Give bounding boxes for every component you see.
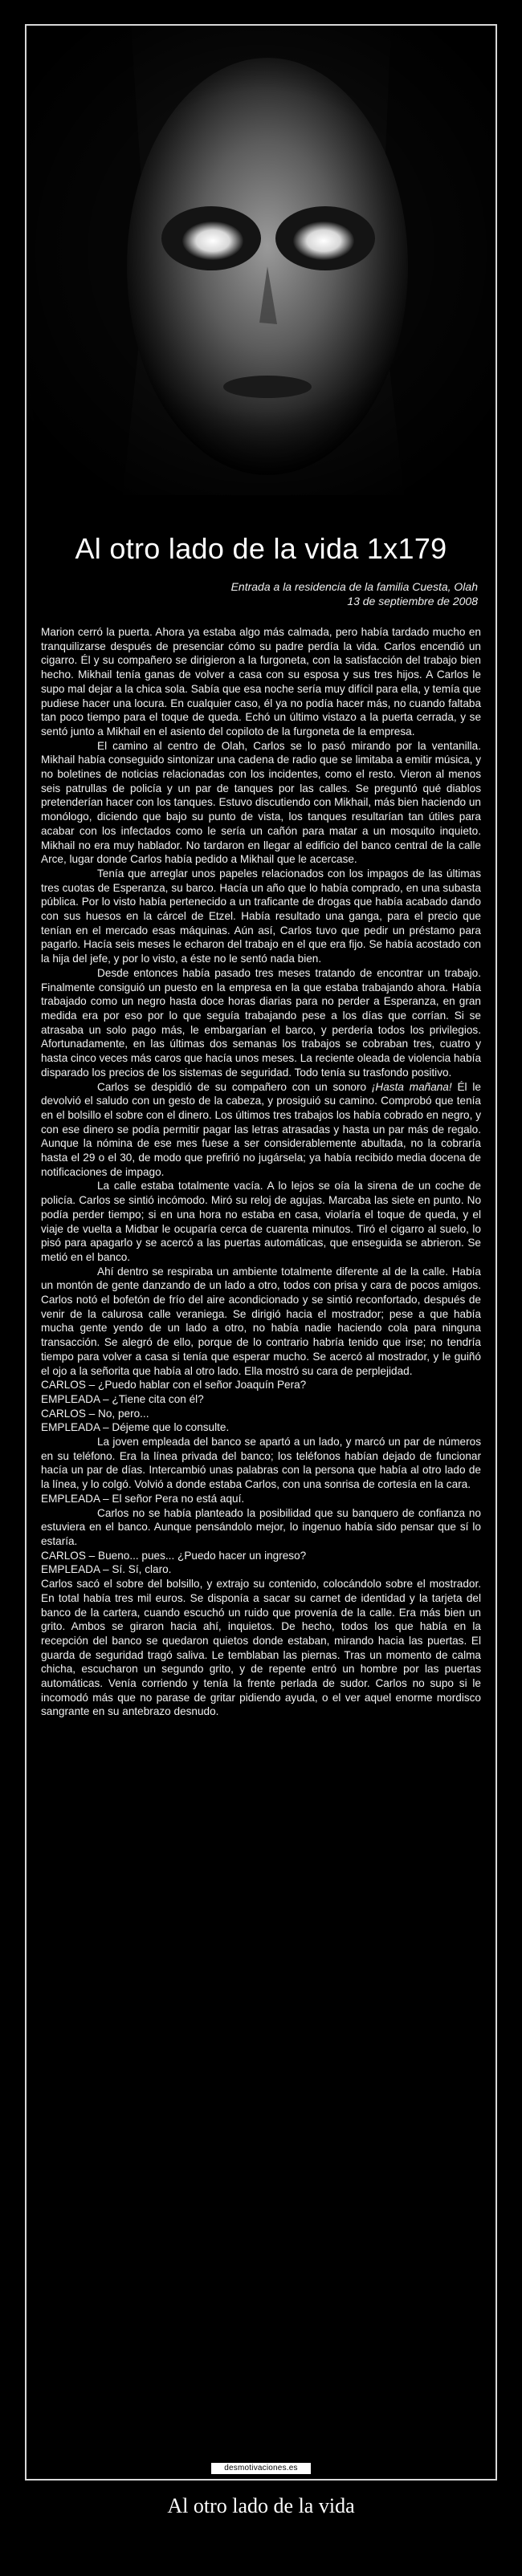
story-paragraph: Carlos no se había planteado la posibilidad que su banquero de confianza no estuviera en el banco. Aunque pensándolo mejor, lo ingenuo había sido pensar que sí lo estaría.: [41, 1506, 481, 1547]
story-paragraph: Desde entonces había pasado tres meses tratando de encontrar un trabajo. Finalmente consiguió un puesto en la empresa en la que estaba trabajando ahora. Había trabajado como un negro hasta doce horas diarias para no perder a Esperanza, en gran medida era por eso por lo que seguía trabajando pese a los días que corrían. Si se atrasaba un solo pago más, le embargarían el barco, y perdería todos los privilegios. Afortunadamente, en las últimas dos semanas los trabajos se cobraban tres, cuatro y hasta cinco veces más caros que hacía unos meses. La reciente oleada de violencia había disparado los precios de los sistemas de seguridad. Todo tenía su trasfondo positivo.: [41, 966, 481, 1079]
story-paragraph: EMPLEADA – ¿Tiene cita con él?: [41, 1392, 204, 1405]
ghost-photo: [27, 26, 495, 495]
story-paragraph: Tenía que arreglar unos papeles relacionados con los impagos de las últimas tres cuotas de Esperanza, su barco. Hacía un año que lo había comprado, en una subasta pública. Por lo visto había pertenecido a un traficante de drogas que había acabado dando con sus huesos en la cárcel de Etzel. Había resultado una ganga, para el precio que tenían en el mercado esas máquinas. Aún así, Carlos tuvo que pedir un préstamo para pagarlo. Hacía seis meses le echaron del trabajo en el que era fijo. Se había acostado con la hija del jefe, y por lo visto, a éste no le sentó nada bien.: [41, 867, 481, 965]
story-text-segment: Carlos se despidió de su compañero con un sonoro: [97, 1080, 372, 1093]
story-paragraph: La joven empleada del banco se apartó a un lado, y marcó un par de números en su teléfono. Era la línea privada del banco; los teléfonos habían dejado de funcionar hacía un par de días. Intercambió unas palabras con la persona que había al otro lado de la línea, y lo colgó. Volvió a donde estaba Carlos, con una sonrisa de cortesía en la cara.: [41, 1436, 481, 1491]
story-paragraph: [41, 1080, 481, 1180]
story-paragraph: Ahí dentro se respiraba un ambiente totalmente diferente al de la calle. Había un montón de gente danzando de un lado a otro, todos con prisa y cara de pocos amigos. Carlos notó el bofetón de frío del aire acondicionado y se sintió reconfortado, después de venir de la calurosa calle veraniega. Se dirigió hacia el mostrador; pese a que había mucha gente yendo de un lado a otro, no había nadie haciendo cola para ninguna transacción. Se alegró de ello, porque de lo contrario habría tenido que irse; no tendría tiempo para volver a casa si tenía que esperar mucho. Se acercó al mostrador, y le guiñó el ojo a la señorita que había al otro lado. Ella mostró su cara de perplejidad.: [41, 1265, 481, 1377]
story-paragraph: EMPLEADA – Déjeme que lo consulte.: [41, 1421, 230, 1434]
post-title: Al otro lado de la vida 1x179: [75, 532, 447, 565]
subtitle-location: Entrada a la residencia de la familia Cuesta, Olah: [230, 580, 478, 593]
story-paragraph: La calle estaba totalmente vacía. A lo lejos se oía la sirena de un coche de policía. Carlos se sintió incómodo. Miró su reloj de agujas. Marcaba las siete en punto. No podía perder tiempo; si en una hora no estaba en casa, violaría el toque de queda, y el viaje de vuelta a Midbar le ocuparía cerca de cuarenta minutos. Tiró el cigarro al suelo, lo pisó para apagarlo y se acercó a las puertas automáticas, que enseguida se abrieron. Se metió en el banco.: [41, 1180, 481, 1263]
story-text: [41, 625, 481, 1719]
story-paragraph: CARLOS – ¿Puedo hablar con el señor Joaquín Pera?: [41, 1379, 307, 1392]
story-paragraph: CARLOS – No, pero...: [41, 1407, 149, 1420]
subtitle-date: 13 de septiembre de 2008: [347, 595, 478, 607]
ghost-face-image: [27, 26, 495, 495]
story-paragraph: CARLOS – Bueno... pues... ¿Puedo hacer un ingreso?: [41, 1549, 307, 1562]
story-paragraph: El camino al centro de Olah, Carlos se lo pasó mirando por la ventanilla. Mikhail había conseguido sintonizar una cadena de radio que se limitaba a emitir música, y no boletines de noticias relacionadas con los incidentes, como el resto. Vieron al menos seis patrullas de policía y un par de tanques por las calles. Se preguntó qué diablos pretenderían hacer con los tanques. Estuvo discutiendo con Mikhail, más bien haciendo un monólogo, diciendo que bajo su punto de vista, los tanques resultarían tan útiles para acabar con los infectados como le sería un cañón para matar a un mosquito inquieto. Mikhail no era muy hablador. No tardaron en llegar al edificio del banco central de la calle Arce, lugar donde Carlos había pedido a Mikhail que le acercase.: [41, 739, 481, 866]
story-paragraph: Carlos sacó el sobre del bolsillo, y extrajo su contenido, colocándolo sobre el mostrador. En total había tres mil euros. Se disponía a sacar su carnet de identidad y la tarjeta del banco de la cartera, cuando escuchó un ruido que provenía de la calle. Era más bien un grito. Ambos se giraron hacia ahí, inquietos. De hecho, todos los que había en la recepción del banco se quedaron quietos donde estaban, mirando hacia las puertas. El guarda de seguridad tragó saliva. Le temblaban las piernas. Tras un momento de calma chicha, escucharon un segundo grito, y de repente entró un hombre por las puertas automáticas. Venía corriendo y tenía la frente perlada de sudor. Carlos no supo si le incomodó más que no parase de gritar pidiendo ayuda, o el ver aquel enorme mordisco sangrante en su antebrazo desnudo.: [41, 1578, 481, 1718]
story-text-emphasis: ¡Hasta mañana!: [371, 1080, 452, 1093]
poster-caption: Al otro lado de la vida: [167, 2494, 355, 2517]
post-subtitle: [44, 579, 478, 608]
story-paragraph: EMPLEADA – Sí. Sí, claro.: [41, 1563, 172, 1576]
story-text-segment: Él le devolvió el saludo con un gesto de la cabeza, y prosiguió su camino. Comprobó que tenía en el bolsillo el sobre con el dinero. Los últimos tres trabajos los había cobrado en negro, y con ese dinero se podía permitir pagar las letras atrasadas y hasta un par más de regalo. Aunque la nómina de ese mes fuese a ser considerablemente abultada, no la cobraría hasta el 29 o el 30, de modo que prefirió no jugársela; ya había recibido media docena de notificaciones de impago.: [41, 1080, 481, 1178]
story-paragraph: EMPLEADA – El señor Pera no está aquí.: [41, 1492, 245, 1505]
poster: [25, 24, 497, 2481]
watermark-badge[interactable]: desmotivaciones.es: [211, 2463, 311, 2474]
story-paragraph: Marion cerró la puerta. Ahora ya estaba algo más calmada, pero había tardado mucho en tranquilizarse después de presenciar cómo su padre perdía la vida. Carlos encendió un cigarro. Él y su compañero se dirigieron a la furgoneta, con la satisfacción del trabajo bien hecho. Mikhail tenía ganas de volver a casa con su esposa y sus tres hijos. A Carlos le supo mal dejar a la chica sola. Sabía que esa noche sería muy difícil para ella, y temía que pudiese hacer una locura. En cualquier caso, él ya no podía hacer más, no cuando faltaba tan poco tiempo para el toque de queda. Echó un último vistazo a la puerta cerrada, y se sentó junto a Mikhail en el asiento del copiloto de la furgoneta de la empresa.: [41, 626, 481, 737]
